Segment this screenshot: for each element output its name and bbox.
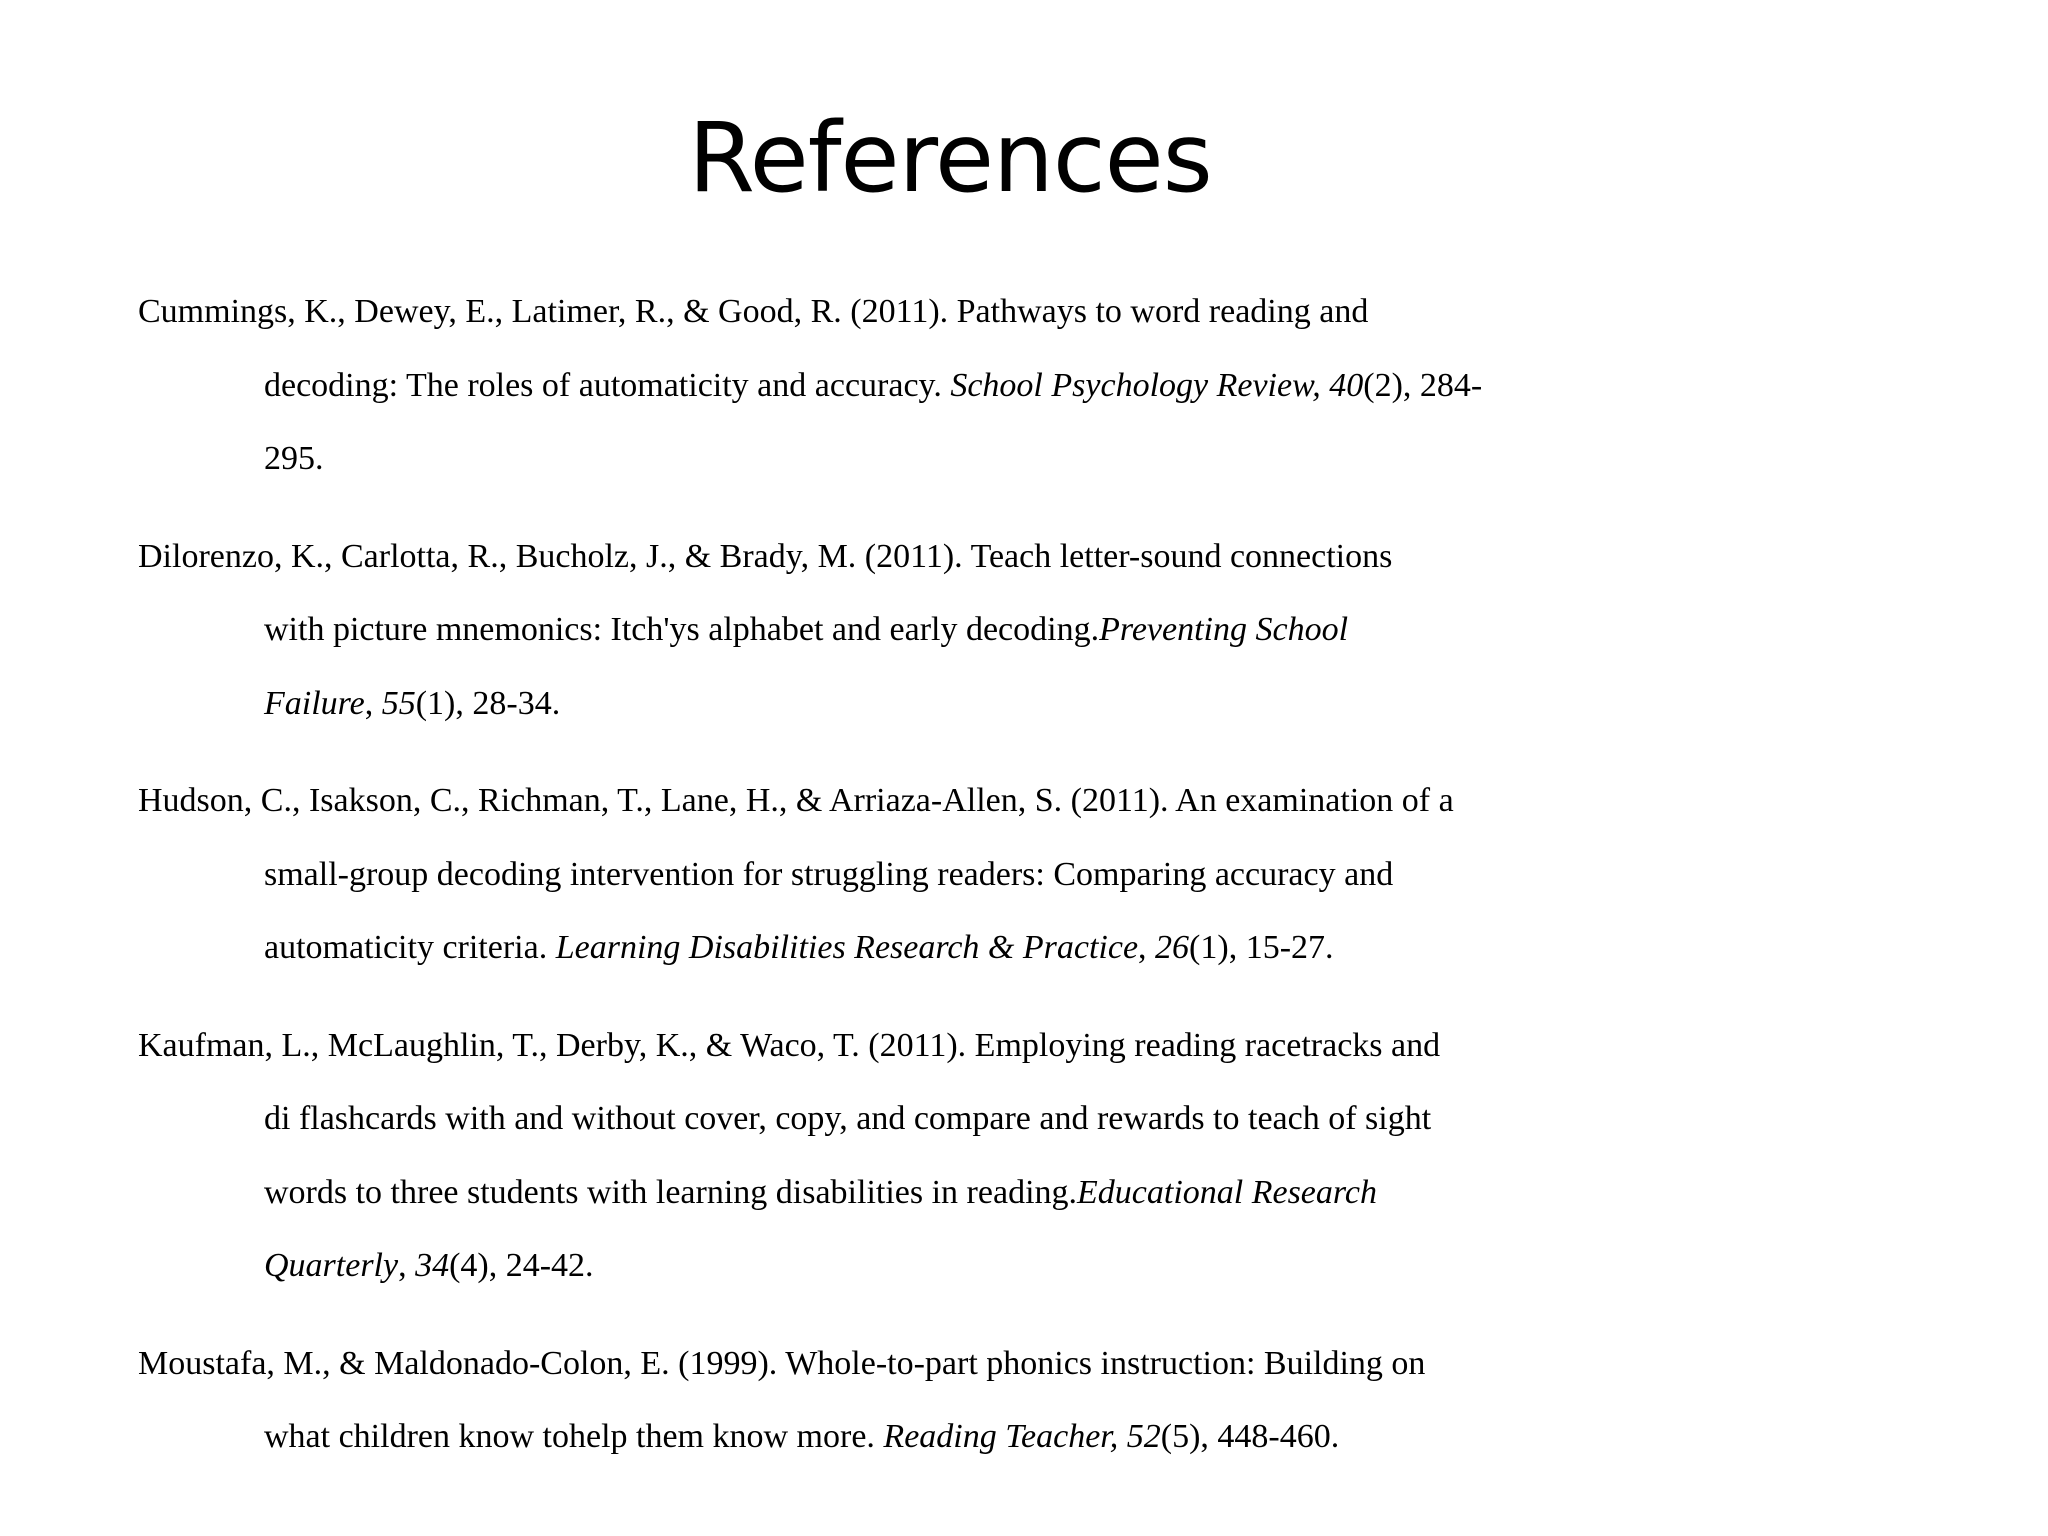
journal-volume: 55: [381, 684, 416, 722]
reference-text: with picture mnemonics: Itch'ys alphabet and early decoding.: [264, 611, 1100, 648]
reference-line: [138, 1168, 1798, 1242]
reference-text: (1), 15-27.: [1189, 929, 1334, 966]
reference-line: [138, 434, 1798, 508]
reference-text: ,: [364, 684, 382, 722]
journal-volume: 26: [1155, 929, 1190, 966]
reference-text: Cummings, K., Dewey, E., Latimer, R., & Good, R. (2011). Pathways to word reading and: [138, 293, 1369, 330]
reference-text: (2), 284-: [1363, 366, 1483, 404]
reference-text: di flashcards with and without cover, copy, and compare and rewards to teach of sight: [264, 1100, 1432, 1137]
reference-text: automaticity criteria.: [264, 929, 556, 966]
reference-text: ,: [1138, 929, 1156, 966]
reference-line: [138, 923, 1798, 997]
reference-line: [138, 850, 1798, 924]
reference-line: [138, 1094, 1798, 1168]
reference-line: [138, 1339, 1798, 1413]
reference-item: [138, 287, 1798, 508]
journal-volume: 34: [415, 1247, 450, 1284]
reference-item: [138, 1021, 1798, 1315]
reference-text: (5), 448-460.: [1160, 1418, 1340, 1455]
reference-item: [138, 776, 1798, 997]
reference-line: [138, 287, 1798, 361]
reference-text: Dilorenzo, K., Carlotta, R., Bucholz, J., & Brady, M. (2011). Teach letter-sound connections: [138, 537, 1393, 575]
reference-text: ,: [398, 1247, 416, 1284]
reference-text: 295.: [264, 440, 324, 477]
reference-text: what children know tohelp them know more.: [264, 1418, 884, 1455]
reference-text: Kaufman, L., McLaughlin, T., Derby, K., & Waco, T. (2011). Employing reading racetracks and: [138, 1026, 1441, 1064]
journal-title: Quarterly: [264, 1247, 399, 1284]
reference-text: Moustafa, M., & Maldonado-Colon, E. (1999). Whole-to-part phonics instruction: Building on: [138, 1344, 1426, 1382]
reference-item: [138, 1339, 1798, 1486]
reference-line: [138, 1412, 1798, 1486]
reference-text: Hudson, C., Isakson, C., Richman, T., Lane, H., & Arriaza-Allen, S. (2011). An examination of a: [138, 782, 1454, 819]
reference-line: [138, 1241, 1798, 1315]
journal-title: Preventing School: [1099, 611, 1349, 648]
reference-item: [138, 532, 1798, 753]
journal-title: School Psychology Review, 40: [950, 366, 1364, 404]
journal-title: Reading Teacher, 52: [883, 1418, 1161, 1455]
journal-title: Failure: [264, 684, 365, 722]
reference-line: [138, 605, 1798, 679]
slide-title: References: [688, 102, 1212, 214]
reference-text: small-group decoding intervention for struggling readers: Comparing accuracy and: [264, 855, 1394, 893]
reference-line: [138, 679, 1798, 753]
reference-line: [138, 1021, 1798, 1095]
reference-line: [138, 532, 1798, 606]
reference-list: [138, 287, 1798, 1486]
reference-text: (1), 28-34.: [415, 684, 561, 722]
reference-line: [138, 361, 1798, 435]
journal-title: Learning Disabilities Research & Practice: [555, 929, 1139, 966]
reference-text: (4), 24-42.: [449, 1247, 594, 1284]
reference-text: decoding: The roles of automaticity and accuracy.: [264, 366, 951, 404]
reference-line: [138, 776, 1798, 850]
journal-title: Educational Research: [1077, 1173, 1377, 1211]
reference-text: words to three students with learning disabilities in reading.: [264, 1173, 1078, 1211]
